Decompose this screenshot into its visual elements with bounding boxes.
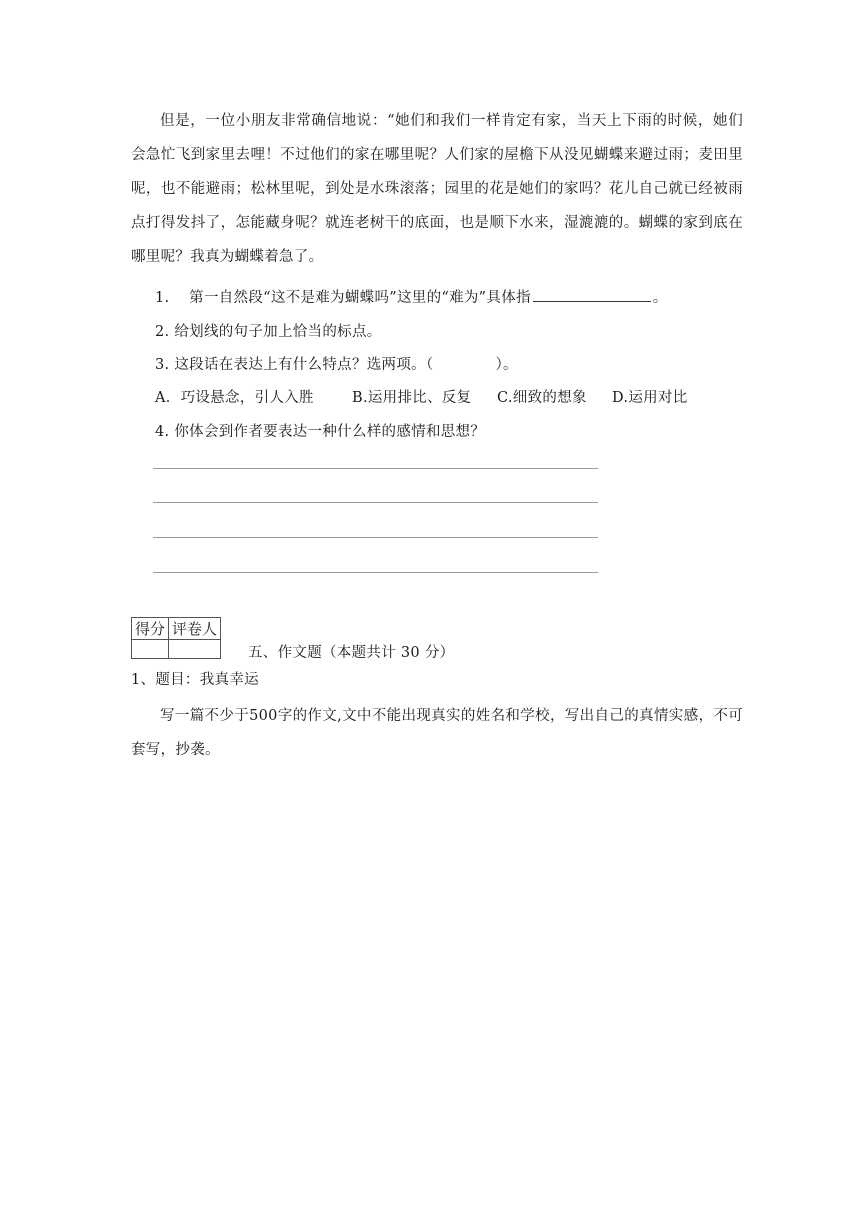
- answer-line[interactable]: [153, 502, 598, 503]
- answer-blank[interactable]: [533, 287, 651, 302]
- option-c: C.细致的想象: [497, 390, 587, 406]
- question-1: [155, 286, 668, 307]
- grader-cell[interactable]: [169, 640, 221, 659]
- score-cell[interactable]: [132, 640, 169, 659]
- answer-line[interactable]: [153, 468, 598, 469]
- passage-paragraph: 但是，一位小朋友非常确信地说：“她们和我们一样肯定有家，当天上下雨的时候，她们会急忙飞到家里去哩！不过他们的家在哪里呢？人们家的屋檐下从没见蝴蝶来避过雨；麦田里呢，也不能避雨；松林里呢，到处是水珠滚落；园里的花是她们的家吗？花儿自己就已经被雨点打得发抖了，怎能藏身呢？就连老树干的底面，也是顺下水来，湿漉漉的。蝴蝶的家到底在哪里呢？我真为蝴蝶着急了。: [131, 113, 743, 265]
- answer-line[interactable]: [153, 537, 598, 538]
- grader-label: 评卷人: [169, 618, 221, 640]
- question-1-suffix: 。: [652, 290, 668, 306]
- essay-instruction: 写一篇不少于500字的作文,文中不能出现真实的姓名和学校，写出自己的真情实感，不可套写，抄袭。: [131, 708, 743, 758]
- question-3: [155, 353, 518, 374]
- question-3-suffix: ）。: [495, 357, 518, 373]
- question-2: 2. 给划线的句子加上恰当的标点。: [155, 324, 382, 340]
- option-a: A．巧设悬念，引人入胜: [155, 390, 314, 406]
- answer-line[interactable]: [153, 572, 598, 573]
- score-label: 得分: [132, 618, 169, 640]
- question-4: 4. 你体会到作者要表达一种什么样的感情和思想？: [155, 424, 486, 440]
- question-3-text: 3. 这段话在表达上有什么特点？选两项。（: [155, 357, 434, 373]
- option-b: B.运用排比、反复: [352, 390, 472, 406]
- score-box: [131, 617, 221, 659]
- question-1-text: 1. 第一自然段“这不是难为蝴蝶吗”这里的“难为”具体指: [155, 290, 531, 306]
- section-title: 五、作文题（本题共计 30 分）: [248, 645, 455, 661]
- essay-topic: 1、题目：我真幸运: [131, 672, 259, 688]
- option-d: D.运用对比: [612, 390, 688, 406]
